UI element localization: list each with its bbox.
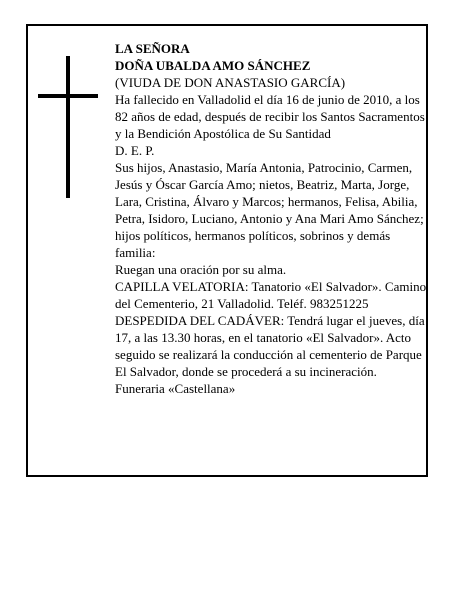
widow-of: (VIUDA DE DON ANASTASIO GARCÍA) (115, 75, 346, 90)
obituary-notice (26, 24, 428, 477)
death-announcement: Ha fallecido en Valladolid el día 16 de junio de 2010, a los 82 años de edad, después de recibir los Santos Sacramentos y la Bendición Apostólica de Su Santidad (115, 92, 425, 141)
heading-title: LA SEÑORA (115, 41, 190, 56)
deceased-name: DOÑA UBALDA AMO SÁNCHEZ (115, 58, 311, 73)
rip: D. E. P. (115, 143, 155, 158)
wake-location: CAPILLA VELATORIA: Tanatorio «El Salvador». Camino del Cementerio, 21 Valladolid. Teléf. 983251225 (115, 279, 427, 311)
obituary-text (115, 40, 427, 397)
prayer-request: Ruegan una oración por su alma. (115, 262, 287, 277)
cross-icon (38, 56, 98, 198)
farewell-details: DESPEDIDA DEL CADÁVER: Tendrá lugar el jueves, día 17, a las 13.30 horas, en el tanatorio «El Salvador». Acto seguido se realizará la conducción al cementerio de Parque El Salvador, donde se procederá a su incineración. (115, 313, 425, 379)
funeral-home: Funeraria «Castellana» (115, 381, 236, 396)
cross-vertical-bar (66, 56, 70, 198)
family-list: Sus hijos, Anastasio, María Antonia, Patrocinio, Carmen, Jesús y Óscar García Amo; nietos, Beatriz, Marta, Jorge, Lara, Cristina, Álvaro y Marcos; hermanos, Felisa, Abilia, Petra, Isidoro, Luciano, Antonio y Ana Mari Amo Sánchez; hijos políticos, hermanos políticos, sobrinos y demás familia: (115, 160, 424, 260)
cross-horizontal-bar (38, 94, 98, 98)
